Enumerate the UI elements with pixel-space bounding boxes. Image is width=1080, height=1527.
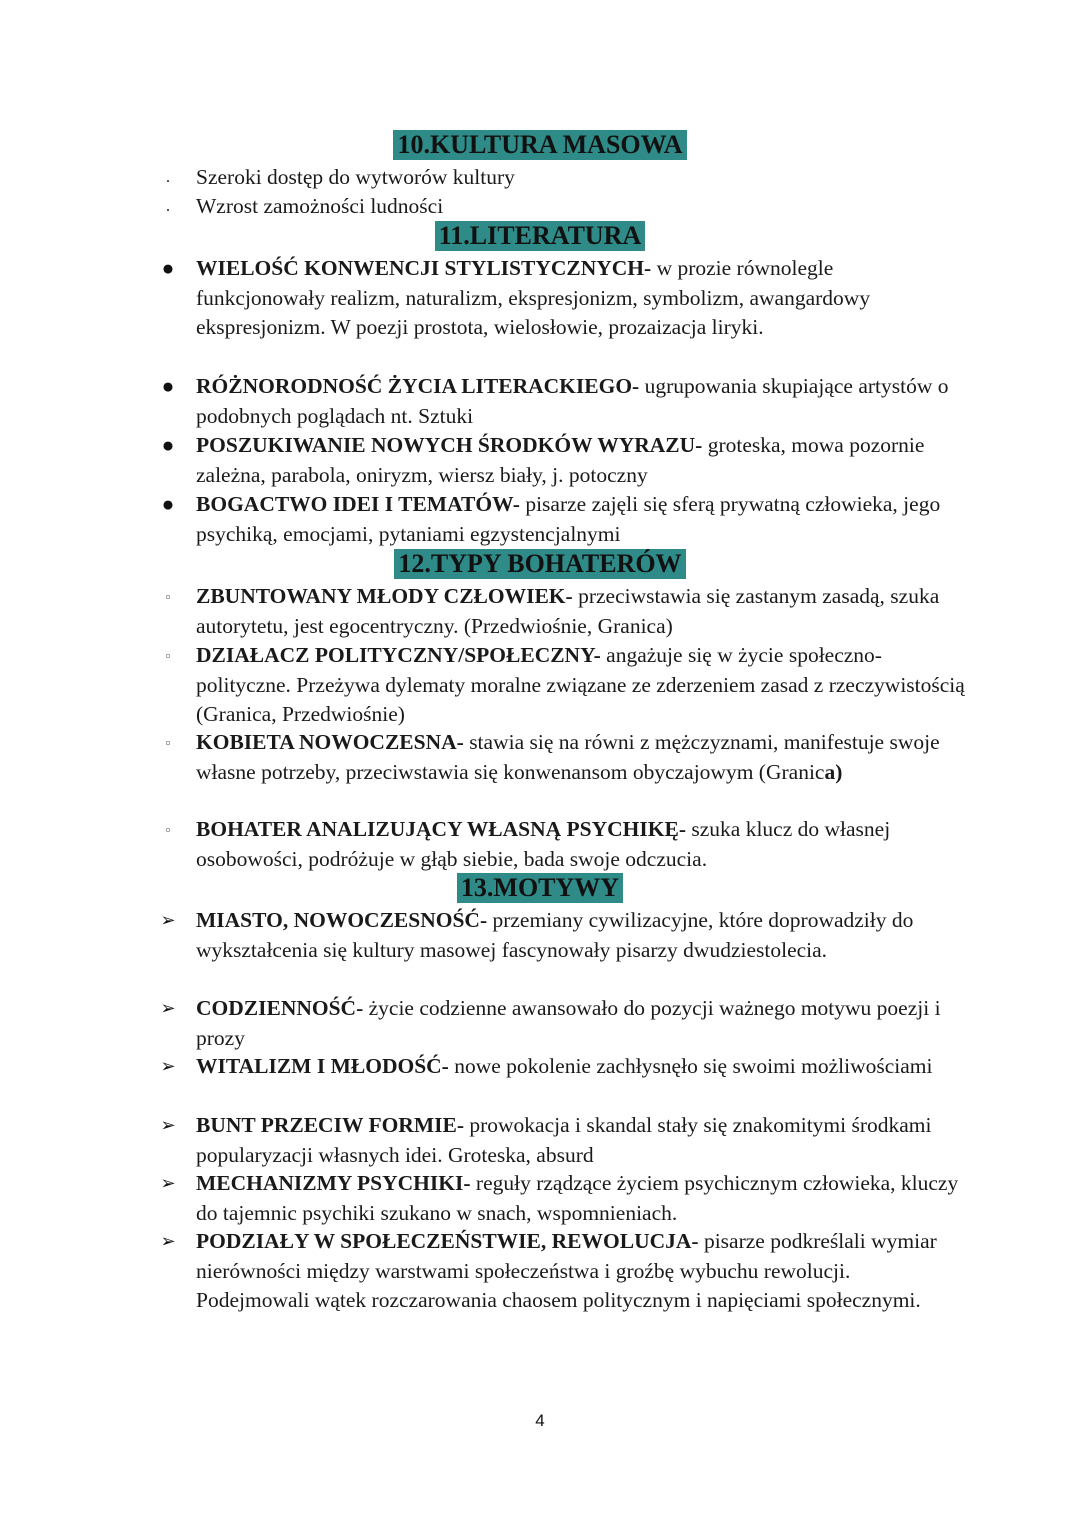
item-text: przemiany cywilizacyjne, które doprowadziły do wykształcenia się kultury masowej fascynowały pisarzy dwudziestolecia. [196,908,914,962]
arrow-bullet-icon: ➢ [160,998,176,1019]
item-text: pisarze zajęli się sferą prywatną człowieka, jego psychiką, emocjami, pytaniami egzystencjalnymi [196,492,941,546]
list-item [160,994,966,1053]
item-text: Wzrost zamożności ludności [196,194,444,218]
list-item [160,1227,966,1316]
section-heading-literatura: 11.LITERATURA [435,221,646,251]
item-text: przeciwstawia się zastanym zasadą, szuka autorytetu, jest egocentryczny. (Przedwiośnie, Granica) [196,584,940,638]
item-text: w prozie równolegle funkcjonowały realizm, naturalizm, ekspresjonizm, symbolizm, awangardowy ekspresjonizm. W poezji prostota, wielosłowie, prozaizacja liryki. [196,256,871,339]
arrow-bullet-icon: ➢ [160,1173,176,1194]
item-keyword: CODZIENNOŚĆ- [196,996,364,1020]
item-text: szuka klucz do własnej osobowości, podróżuje w głąb siebie, bada swoje odczucia. [196,817,891,871]
list-item [160,1111,966,1170]
round-bullet-icon: ● [161,433,175,457]
item-keyword: MIASTO, NOWOCZESNOŚĆ- [196,908,488,932]
arrow-bullet-icon: ➢ [160,1115,176,1136]
item-keyword: WITALIZM I MŁODOŚĆ- [196,1054,449,1078]
page-number: 4 [535,1411,545,1430]
item-keyword: KOBIETA NOWOCZESNA- [196,730,464,754]
list-item [165,815,966,874]
list-item [160,1169,966,1228]
section-heading-typy-bohaterow: 12.TYPY BOHATERÓW [394,549,685,579]
arrow-bullet-icon: ➢ [160,910,176,931]
item-tail: a) [824,759,843,784]
section-heading-kultura-masowa: 10.KULTURA MASOWA [393,130,686,160]
item-keyword: ZBUNTOWANY MŁODY CZŁOWIEK- [196,584,573,608]
item-text: groteska, mowa pozornie zależna, parabola, oniryzm, wiersz biały, j. potoczny [196,433,925,487]
item-text: życie codzienne awansowało do pozycji ważnego motywu poezji i prozy [196,996,941,1050]
item-keyword: BUNT PRZECIW FORMIE- [196,1113,464,1137]
section-heading-row [0,873,1080,905]
section-heading-row [0,221,1080,253]
round-bullet-icon: ● [161,256,175,280]
item-keyword: BOHATER ANALIZUJĄCY WŁASNĄ PSYCHIKĘ- [196,817,686,841]
item-keyword: WIELOŚĆ KONWENCJI STYLISTYCZNYCH- [196,256,652,280]
square-bullet-icon: ▫ [165,648,171,663]
list-item [161,431,966,490]
item-text: Szeroki dostęp do wytworów kultury [196,165,515,189]
round-bullet-icon: ● [161,492,175,516]
item-text: stawia się na równi z mężczyznami, manifestuje swoje własne potrzeby, przeciwstawia się konwenansom obyczajowym (Granic [196,730,940,784]
item-keyword: MECHANIZMY PSYCHIKI- [196,1171,471,1195]
item-keyword: RÓŻNORODNOŚĆ ŻYCIA LITERACKIEGO- [196,374,640,398]
list-item [161,254,966,343]
list-item [161,490,966,549]
list-item [165,728,966,787]
arrow-bullet-icon: ➢ [160,1231,176,1252]
item-text: nowe pokolenie zachłysnęło się swoimi możliwościami [448,1054,933,1078]
list-item [165,582,966,641]
list-item [160,906,966,965]
square-bullet-icon: ▫ [165,822,171,837]
arrow-bullet-icon: ➢ [160,1056,176,1077]
dot-bullet-icon: . [166,169,170,186]
square-bullet-icon: ▫ [165,589,171,604]
item-text: angażuje się w życie społeczno-polityczne. Przeżywa dylematy moralne związane ze zderzeniem zasad z rzeczywistością (Granica, Przedwiośnie) [196,643,965,726]
list-item [161,372,966,431]
list-item [160,1052,966,1082]
item-text: reguły rządzące życiem psychicznym człowieka, kluczy do tajemnic psychiki szukano w snach, wspomnieniach. [196,1171,959,1225]
section-heading-row [0,549,1080,581]
section-heading-motywy: 13.MOTYWY [457,873,623,903]
item-text: ugrupowania skupiające artystów o podobnych poglądach nt. Sztuki [196,374,949,428]
list-item [166,192,966,222]
item-text: prowokacja i skandal stały się znakomitymi środkami popularyzacji własnych idei. Groteska, absurd [196,1113,932,1167]
item-keyword: PODZIAŁY W SPOŁECZEŃSTWIE, REWOLUCJA- [196,1229,699,1253]
section-heading-row [0,130,1080,162]
square-bullet-icon: ▫ [165,735,171,750]
item-keyword: POSZUKIWANIE NOWYCH ŚRODKÓW WYRAZU- [196,433,703,457]
item-text: pisarze podkreślali wymiar nierówności między warstwami społeczeństwa i groźbę wybuchu rewolucji. Podejmowali wątek rozczarowania chaosem politycznym i napięciami społecznymi. [196,1229,937,1312]
list-item [165,641,966,730]
list-item [166,163,966,193]
dot-bullet-icon: . [166,198,170,215]
round-bullet-icon: ● [161,374,175,398]
item-keyword: DZIAŁACZ POLITYCZNY/SPOŁECZNY- [196,643,601,667]
item-keyword: BOGACTWO IDEI I TEMATÓW- [196,492,520,516]
